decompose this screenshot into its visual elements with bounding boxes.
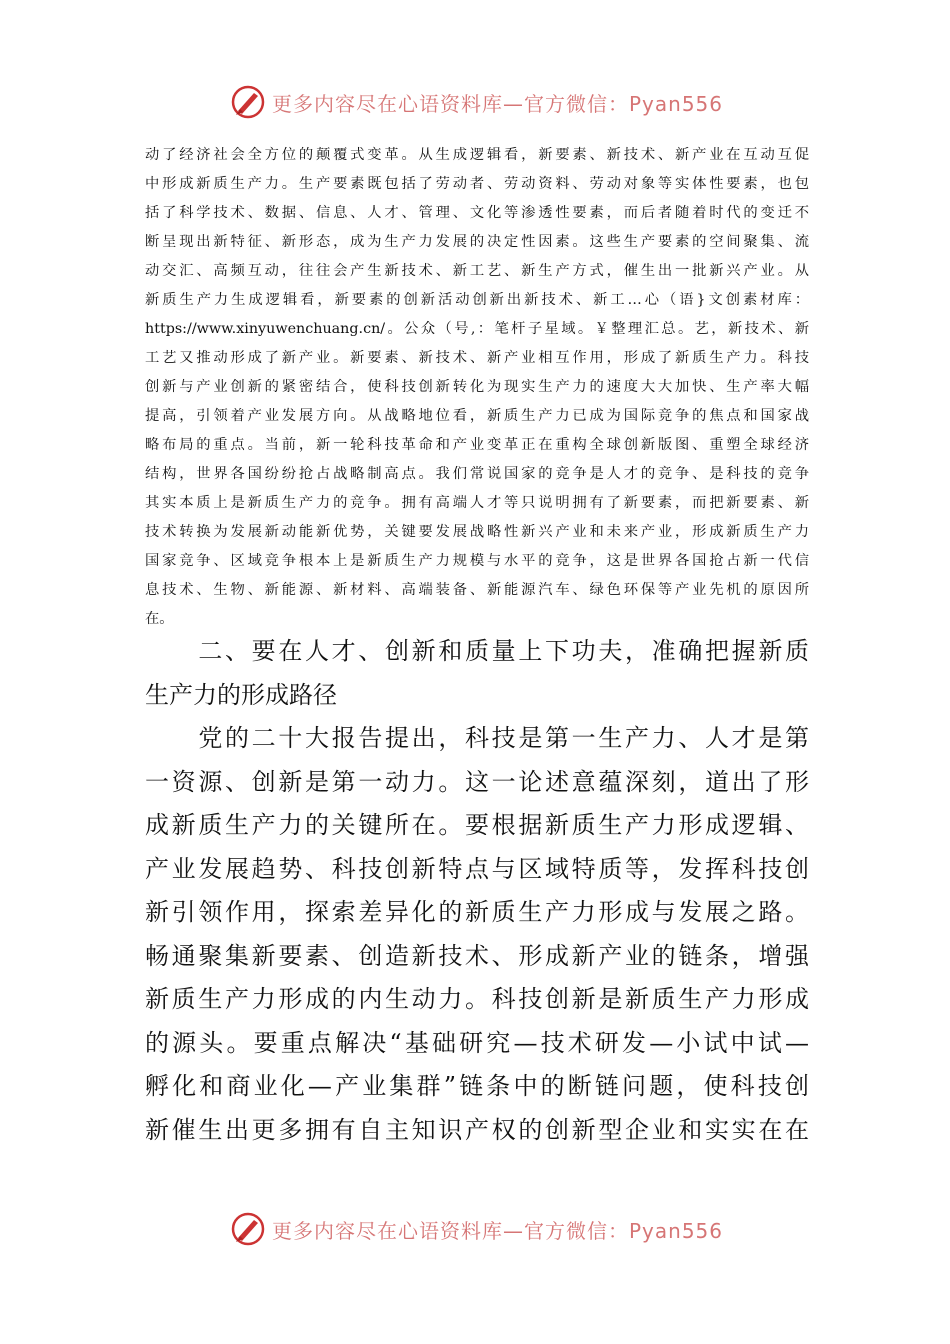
text-line: 动交汇、高频互动，往往会产生新技术、新工艺、新生产方式，催生出一批新兴产业。从 bbox=[145, 263, 809, 279]
text-line: 新引领作用，探索差异化的新质生产力形成与发展之路。 bbox=[145, 898, 809, 926]
pen-logo-icon bbox=[230, 1211, 266, 1247]
banner-text: 更多内容尽在心语资料库—官方微信：Pyan556 bbox=[272, 1218, 724, 1243]
text-line: 结构，世界各国纷纷抢占战略制高点。我们常说国家的竞争是人才的竞争、是科技的竞争 bbox=[145, 466, 809, 482]
banner-text: 更多内容尽在心语资料库—官方微信：Pyan556 bbox=[272, 91, 724, 116]
text-line: 动了经济社会全方位的颠覆式变革。从生成逻辑看，新要素、新技术、新产业在互动互促 bbox=[145, 147, 809, 163]
text-line: 新质生产力生成逻辑看，新要素的创新活动创新出新技术、新工…心（语}文创素材库： bbox=[145, 292, 809, 308]
text-line: 新催生出更多拥有自主知识产权的创新型企业和实实在在 bbox=[145, 1115, 809, 1144]
section-heading-line: 二、要在人才、创新和质量上下功夫，准确把握新质 bbox=[145, 637, 809, 665]
text-line: 党的二十大报告提出，科技是第一生产力、人才是第 bbox=[145, 724, 809, 752]
text-line: 中形成新质生产力。生产要素既包括了劳动者、劳动资料、劳动对象等实体性要素，也包 bbox=[145, 176, 809, 192]
paragraph-large bbox=[145, 630, 809, 1152]
text-line: 畅通聚集新要素、创造新技术、形成新产业的链条，增强 bbox=[145, 941, 809, 970]
footer-banner bbox=[230, 1209, 723, 1249]
text-line: 括了科学技术、数据、信息、人才、管理、文化等渗透性要素，而后者随着时代的变迁不 bbox=[145, 205, 809, 221]
text-line: 孵化和商业化—产业集群”链条中的断链问题，使科技创 bbox=[145, 1072, 809, 1100]
text-line: 提高，引领着产业发展方向。从战略地位看，新质生产力已成为国际竞争的焦点和国家战 bbox=[145, 408, 809, 424]
text-line: 工艺又推动形成了新产业。新要素、新技术、新产业相互作用，形成了新质生产力。科技 bbox=[145, 350, 809, 366]
text-line: 在。 bbox=[145, 611, 174, 627]
text-line: 其实本质上是新质生产力的竞争。拥有高端人才等只说明拥有了新要素，而把新要素、新 bbox=[145, 495, 809, 511]
text-line: 成新质生产力的关键所在。要根据新质生产力形成逻辑、 bbox=[145, 811, 809, 839]
header-banner bbox=[230, 82, 723, 122]
text-line: 国家竞争、区域竞争根本上是新质生产力规模与水平的竞争，这是世界各国抢占新一代信 bbox=[145, 553, 809, 569]
paragraph-small bbox=[145, 141, 809, 634]
text-line: 一资源、创新是第一动力。这一论述意蕴深刻，道出了形 bbox=[145, 767, 809, 796]
text-line: 断呈现出新特征、新形态，成为生产力发展的决定性因素。这些生产要素的空间聚集、流 bbox=[145, 234, 809, 250]
text-line: 创新与产业创新的紧密结合，使科技创新转化为现实生产力的速度大大加快、生产率大幅 bbox=[145, 379, 809, 395]
pen-logo-icon bbox=[230, 84, 266, 120]
text-line: 技术转换为发展新动能新优势，关键要发展战略性新兴产业和未来产业，形成新质生产力 bbox=[145, 524, 809, 540]
text-line: 产业发展趋势、科技创新特点与区域特质等，发挥科技创 bbox=[145, 854, 809, 883]
text-line: 新质生产力形成的内生动力。科技创新是新质生产力形成 bbox=[145, 985, 809, 1013]
text-line: 息技术、生物、新能源、新材料、高端装备、新能源汽车、绿色环保等产业先机的原因所 bbox=[145, 582, 809, 598]
text-line: 略布局的重点。当前，新一轮科技革命和产业变革正在重构全球创新版图、重塑全球经济 bbox=[145, 437, 809, 453]
section-heading-line: 生产力的形成路径 bbox=[145, 680, 337, 709]
text-line-url: https://www.xinyuwenchuang.cn/。公众（号,：笔杆子星域。￥整理汇总。艺，新技术、新 bbox=[145, 321, 809, 337]
text-line: 的源头。要重点解决“基础研究—技术研发—小试中试— bbox=[145, 1028, 809, 1057]
